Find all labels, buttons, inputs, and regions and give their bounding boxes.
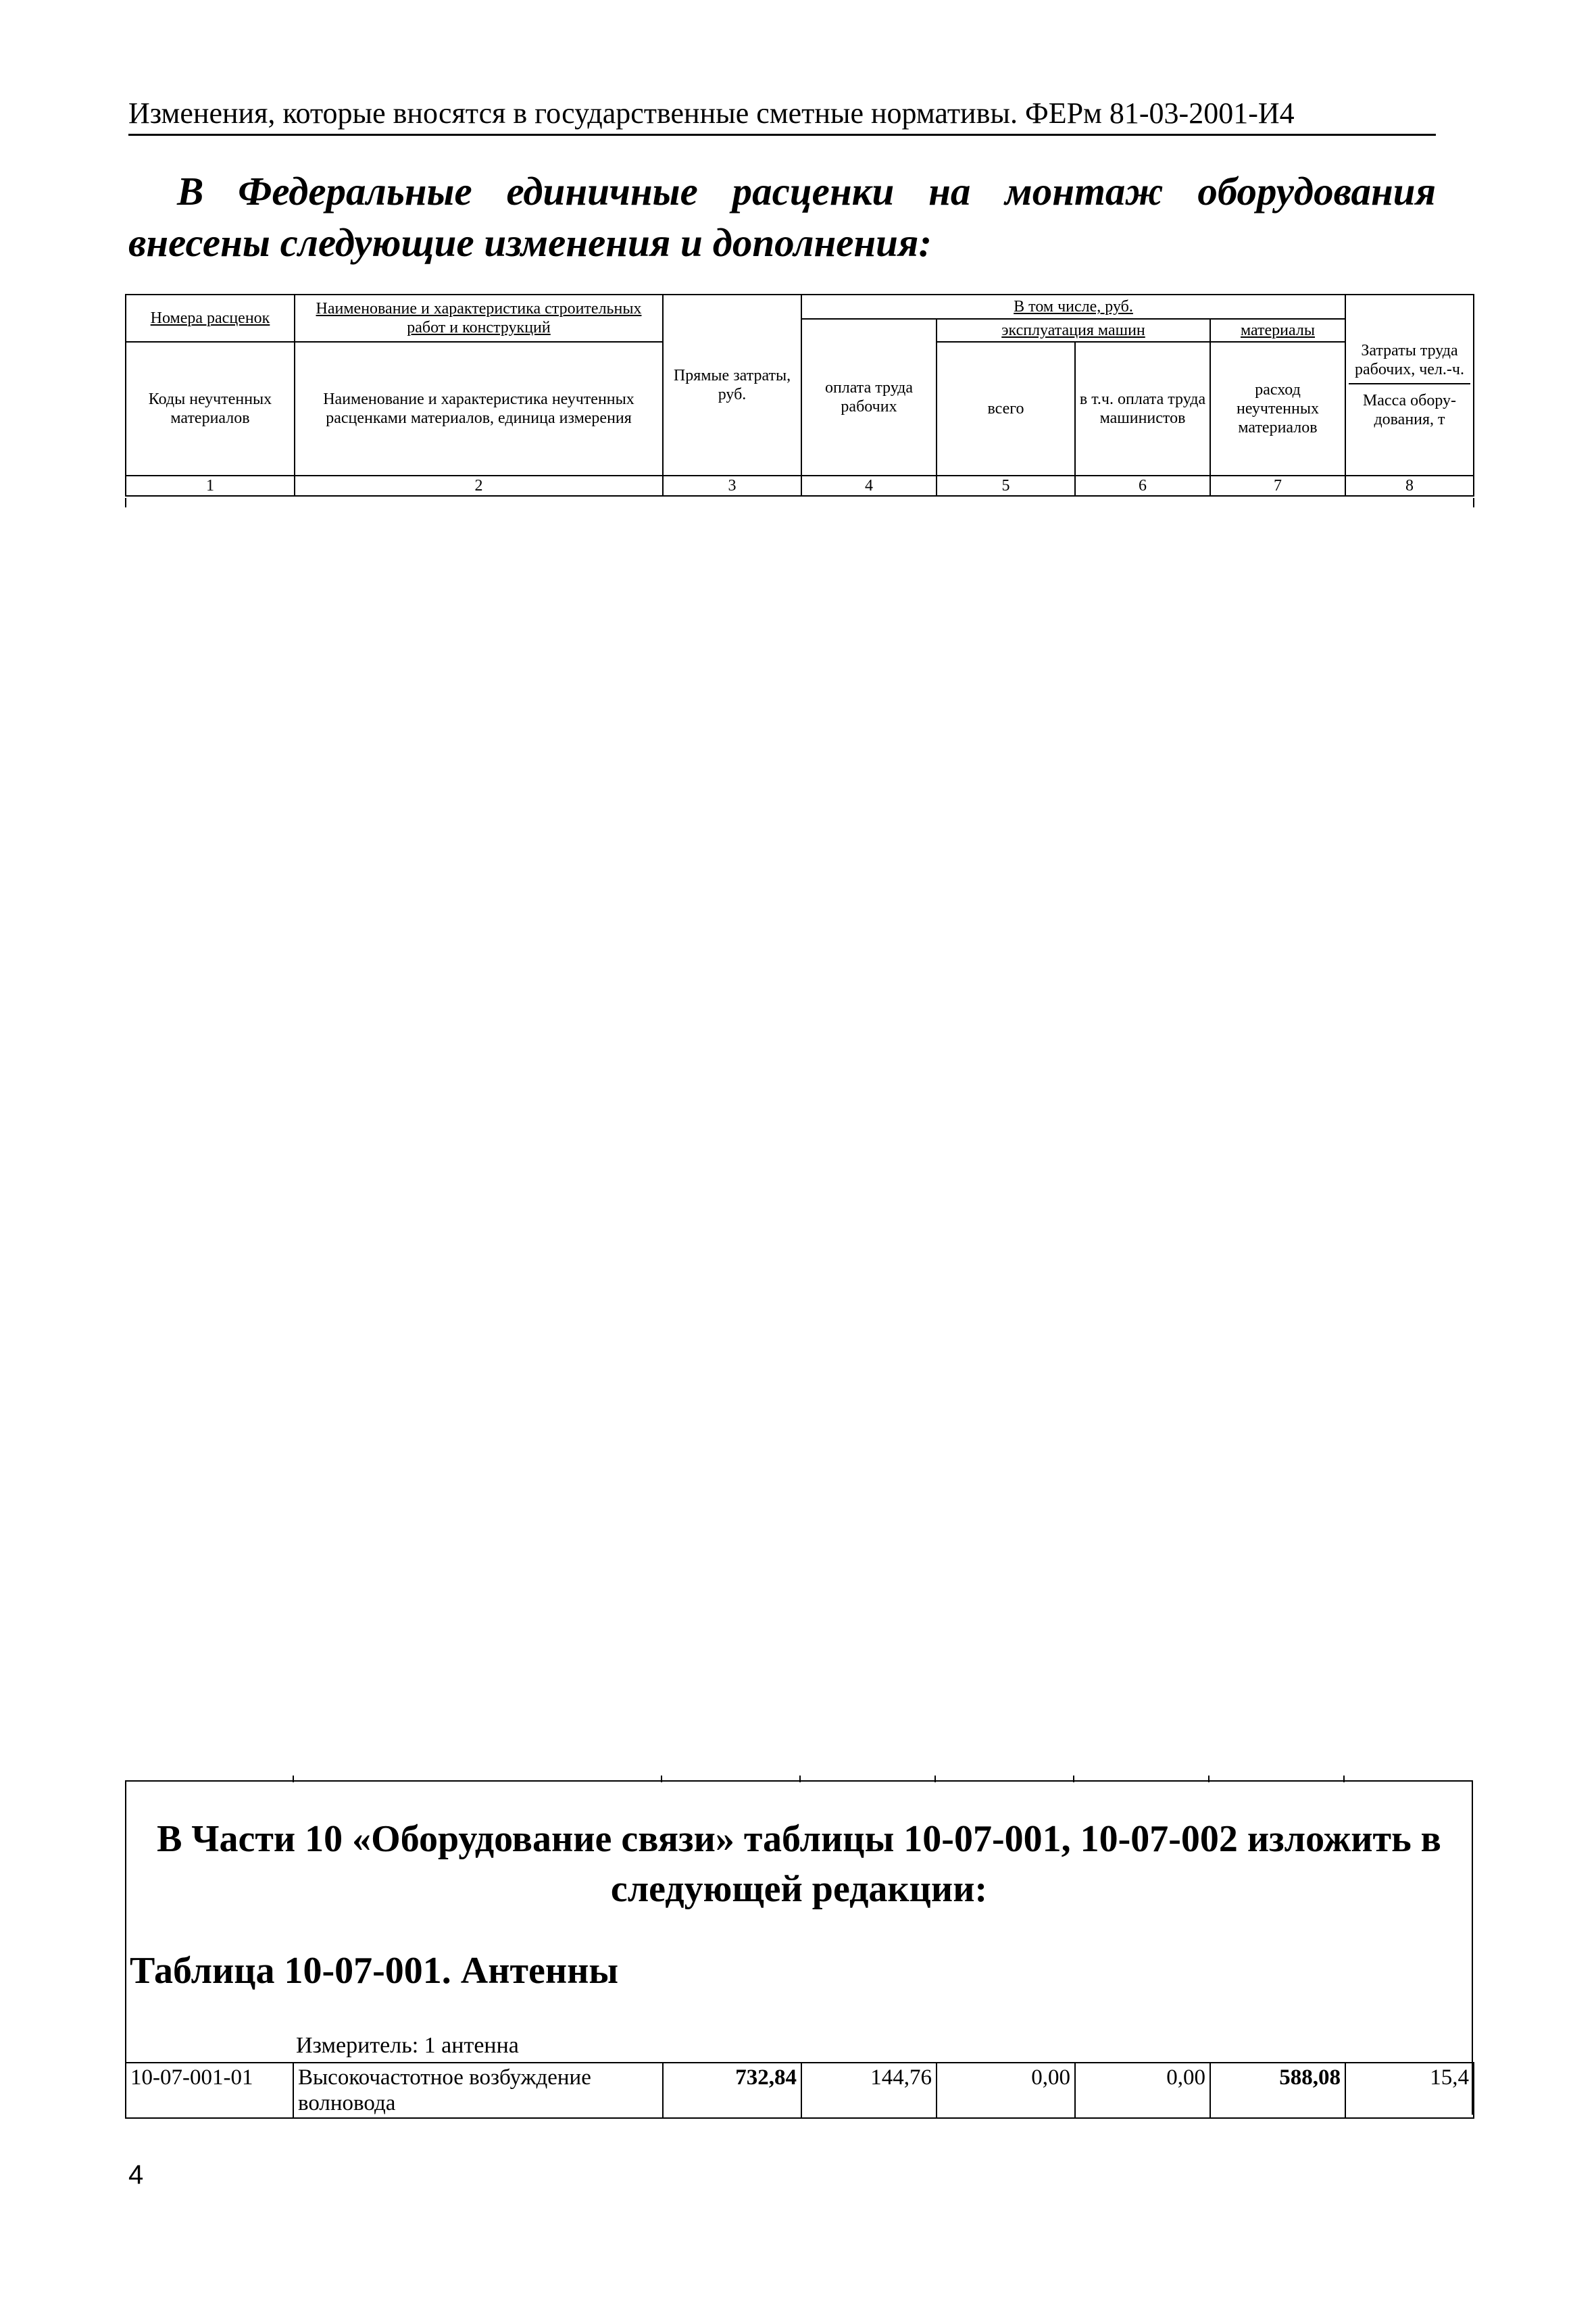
column-number: 4 xyxy=(801,476,937,496)
page-number: 4 xyxy=(128,2160,144,2190)
running-header: Изменения, которые вносятся в государственные сметные нормативы. ФЕРм 81-03-2001-И4 xyxy=(128,95,1436,136)
rate-name: Высокочастотное возбуждение волновода xyxy=(293,2063,663,2118)
materials-cost: 588,08 xyxy=(1210,2063,1345,2118)
header-equipment-mass: Масса обору-дования, т xyxy=(1362,391,1457,428)
direct-cost: 732,84 xyxy=(663,2063,801,2118)
rate-code: 10-07-001-01 xyxy=(126,2063,293,2118)
header-machinists-pay: в т.ч. оплата труда машинистов xyxy=(1075,342,1210,475)
column-number: 8 xyxy=(1345,476,1474,496)
rates-table xyxy=(125,2062,1474,2119)
table-row xyxy=(126,2063,1474,2118)
column-number: 3 xyxy=(663,476,801,496)
header-work-name: Наименование и характеристика строительных работ и конструкций xyxy=(295,295,663,342)
column-number: 1 xyxy=(126,476,295,496)
header-rate-numbers: Номера расценок xyxy=(126,295,295,342)
labor-pay: 144,76 xyxy=(801,2063,937,2118)
column-number: 2 xyxy=(295,476,663,496)
table-border-tail xyxy=(1473,498,1474,507)
header-direct-costs: Прямые затраты, руб. xyxy=(663,295,801,476)
header-machines-total: всего xyxy=(937,342,1075,475)
column-number: 7 xyxy=(1210,476,1345,496)
machines-total: 0,00 xyxy=(937,2063,1075,2118)
column-number-row xyxy=(126,476,1474,496)
measure-unit: Измеритель: 1 антенна xyxy=(296,2033,519,2058)
header-labor-costs xyxy=(1345,295,1474,476)
labor-hours: 15,4 xyxy=(1345,2063,1474,2118)
part-title: В Части 10 «Оборудование связи» таблицы 10-07-001, 10-07-002 изложить в следующей редакции: xyxy=(157,1818,1441,1910)
machinists-pay: 0,00 xyxy=(1075,2063,1210,2118)
header-labor-hours: Затраты труда рабочих, чел.-ч. xyxy=(1349,341,1470,384)
intro-paragraph: В Федеральные единичные расценки на монтаж оборудования внесены следующие изменения и дополнения: xyxy=(128,169,1436,265)
header-machines-group: эксплуатация машин xyxy=(937,319,1210,342)
column-number: 6 xyxy=(1075,476,1210,496)
header-material-name: Наименование и характеристика неучтенных расценками материалов, единица измерения xyxy=(295,342,663,475)
table-title: Таблица 10-07-001. Антенны xyxy=(130,1950,619,1992)
column-header-table xyxy=(125,294,1474,497)
column-number: 5 xyxy=(937,476,1075,496)
table-border-tail xyxy=(125,498,126,507)
header-materials-group: материалы xyxy=(1210,319,1345,342)
header-worker-pay: оплата труда рабочих xyxy=(801,319,937,476)
header-unaccounted-materials: расход неучтенных материалов xyxy=(1210,342,1345,475)
header-material-codes: Коды неучтенных материалов xyxy=(126,342,295,475)
header-including-group: В том числе, руб. xyxy=(801,295,1345,319)
